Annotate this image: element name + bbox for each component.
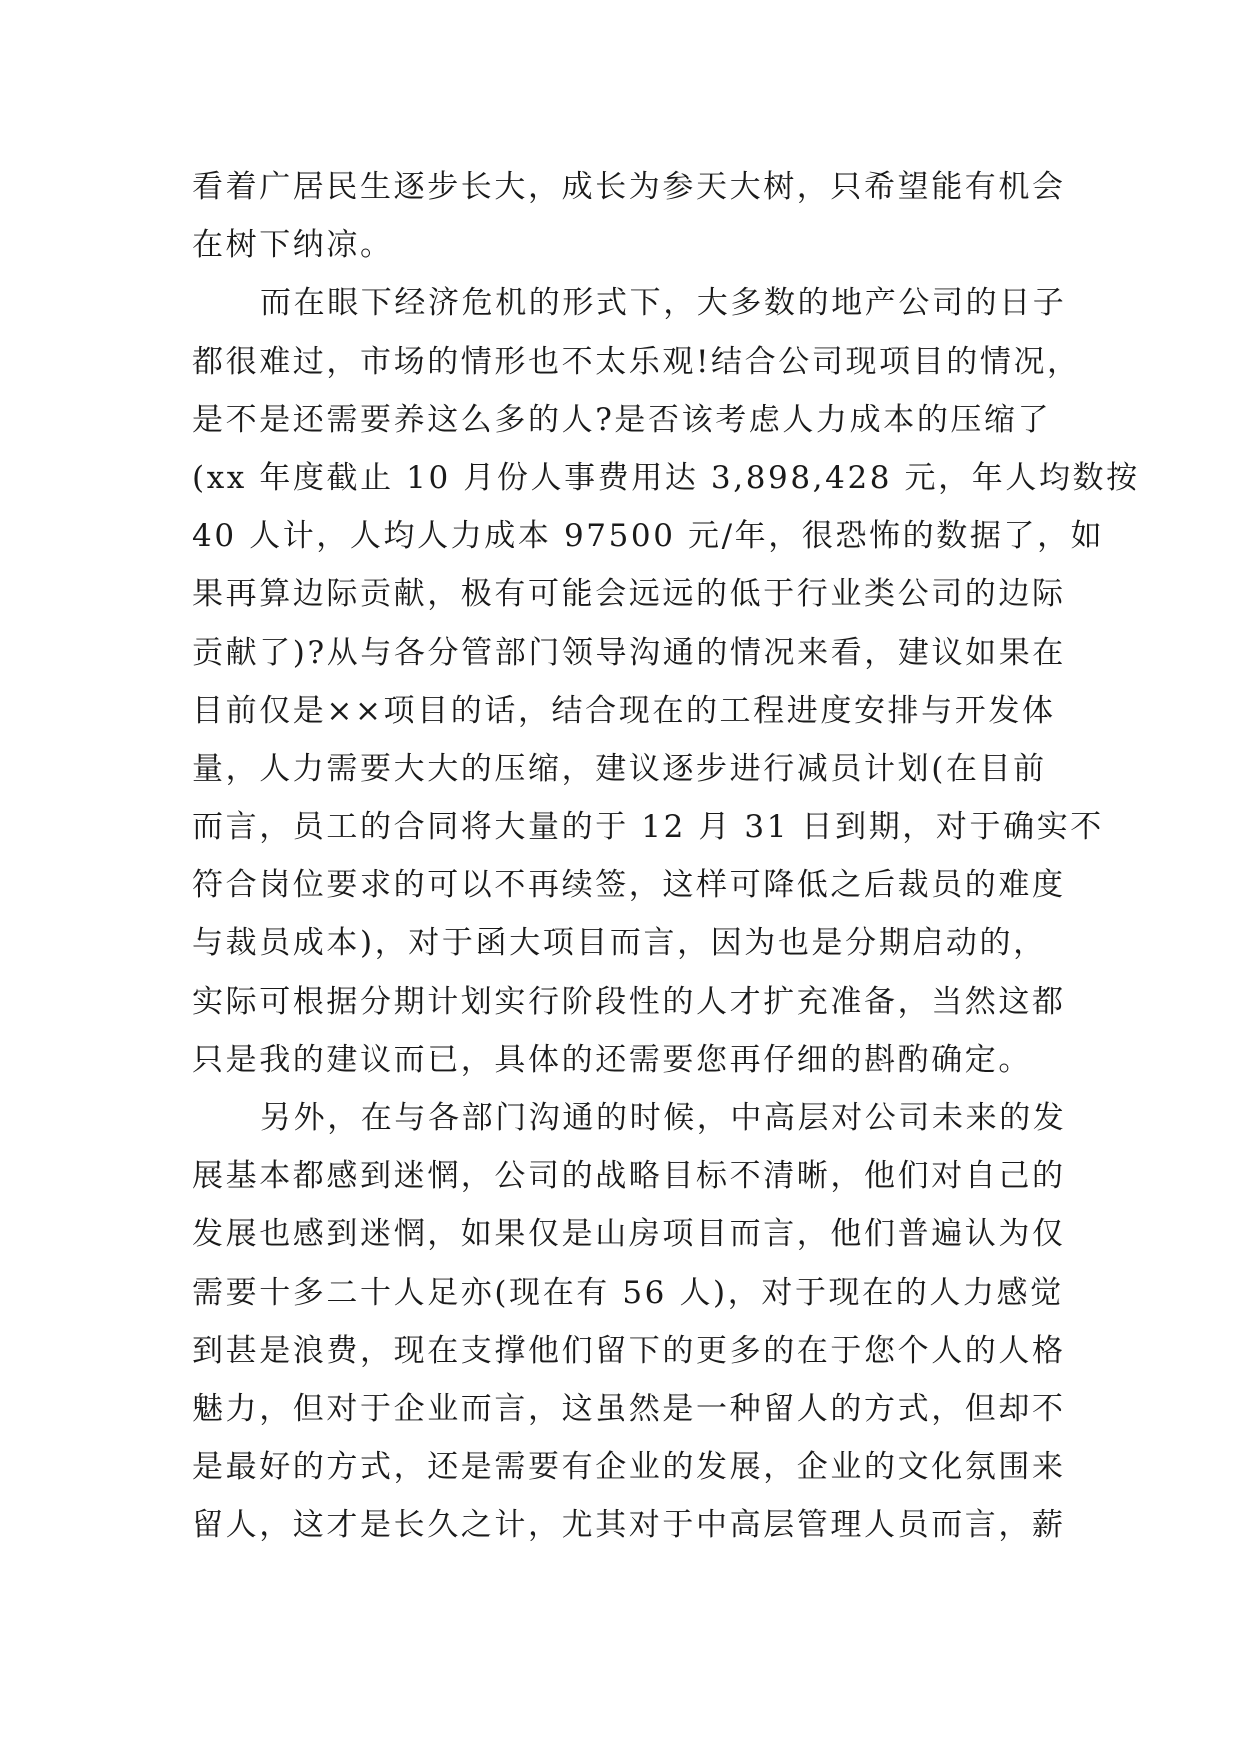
text-line: 而在眼下经济危机的形式下，大多数的地产公司的日子 [260, 285, 1067, 322]
text-line: (xx 年度截止 10 月份人事费用达 3,898,428 元，年人均数按 [192, 459, 1140, 496]
text-line: 与裁员成本)，对于函大项目而言，因为也是分期启动的， [192, 925, 1047, 962]
text-line: 而言，员工的合同将大量的于 12 月 31 日到期，对于确实不 [192, 809, 1104, 846]
text-line: 看着广居民生逐步长大，成长为参天大树，只希望能有机会 [192, 169, 1066, 205]
text-line: 需要十多二十人足亦(现在有 56 人)，对于现在的人力感觉 [192, 1274, 1064, 1311]
text-line: 是最好的方式，还是需要有企业的发展，企业的文化氛围来 [192, 1449, 1066, 1486]
text-line: 在树下纳凉。 [192, 227, 394, 264]
text-line: 留人，这才是长久之计，尤其对于中高层管理人员而言，薪 [192, 1507, 1066, 1544]
text-line: 发展也感到迷惘，如果仅是山房项目而言，他们普遍认为仅 [192, 1216, 1066, 1253]
text-line: 目前仅是××项目的话，结合现在的工程进度安排与开发体 [192, 692, 1056, 729]
text-line: 量，人力需要大大的压缩，建议逐步进行减员计划(在目前 [192, 750, 1047, 787]
text-line: 贡献了)?从与各分管部门领导沟通的情况来看，建议如果在 [192, 634, 1066, 671]
text-line: 只是我的建议而已，具体的还需要您再仔细的斟酌确定。 [192, 1041, 1032, 1078]
text-line: 符合岗位要求的可以不再续签，这样可降低之后裁员的难度 [192, 867, 1066, 904]
text-line: 魅力，但对于企业而言，这虽然是一种留人的方式，但却不 [192, 1390, 1066, 1427]
text-line: 实际可根据分期计划实行阶段性的人才扩充准备，当然这都 [192, 983, 1066, 1020]
text-line: 40 人计，人均人力成本 97500 元/年，很恐怖的数据了，如 [192, 518, 1105, 555]
text-line: 展基本都感到迷惘，公司的战略目标不清晰，他们对自己的 [192, 1158, 1066, 1195]
text-line: 是不是还需要养这么多的人?是否该考虑人力成本的压缩了 [192, 401, 1052, 438]
text-line: 另外，在与各部门沟通的时候，中高层对公司未来的发 [260, 1100, 1067, 1136]
text-line: 到甚是浪费，现在支撑他们留下的更多的在于您个人的人格 [192, 1332, 1066, 1369]
text-line: 果再算边际贡献，极有可能会远远的低于行业类公司的边际 [192, 576, 1066, 613]
body-text [192, 158, 1140, 1555]
text-line: 都很难过，市场的情形也不太乐观!结合公司现项目的情况， [192, 343, 1081, 380]
